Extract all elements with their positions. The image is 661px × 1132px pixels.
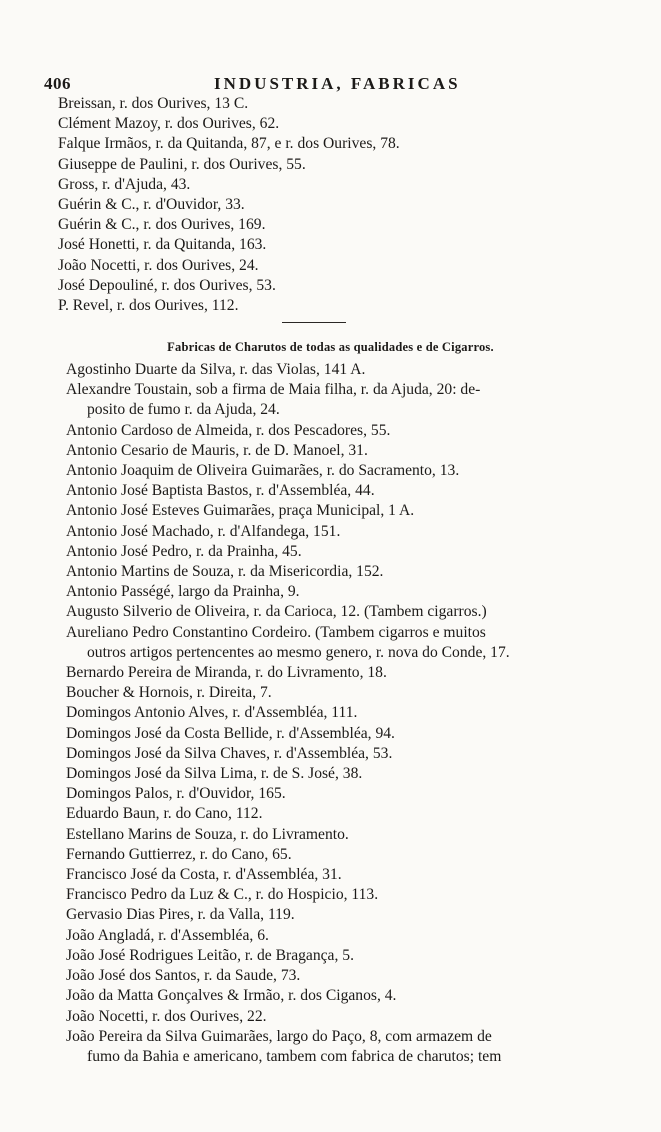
list-entry: Antonio Martins de Souza, r. da Misericordia, 152. [66,563,384,581]
list-entry: Domingos Antonio Alves, r. d'Assembléa, 111. [66,704,358,722]
page-number: 406 [44,74,71,93]
list-entry: Eduardo Baun, r. do Cano, 112. [66,805,263,823]
list-entry: Bernardo Pereira de Miranda, r. do Livramento, 18. [66,664,387,682]
list-entry: Gross, r. d'Ajuda, 43. [58,175,191,193]
list-entry: João Nocetti, r. dos Ourives, 22. [66,1007,267,1025]
list-entry-continuation: outros artigos pertencentes ao mesmo genero, r. nova do Conde, 17. [87,643,510,661]
page-header [44,74,624,96]
list-entry: Antonio José Baptista Bastos, r. d'Assembléa, 44. [66,482,375,500]
list-entry: Fernando Guttierrez, r. do Cano, 65. [66,845,292,863]
section-divider [282,322,346,323]
list-entry: Gervasio Dias Pires, r. da Valla, 119. [66,906,295,924]
list-entry: José Honetti, r. da Quitanda, 163. [58,236,267,254]
list-entry: João José Rodrigues Leitão, r. de Bragança, 5. [66,946,354,964]
jewelers-list [0,94,661,316]
cigar-factories-list [0,360,661,1067]
list-entry: Guérin & C., r. d'Ouvidor, 33. [58,196,245,214]
list-entry: Domingos José da Costa Bellide, r. d'Assembléa, 94. [66,724,395,742]
list-entry: Antonio Joaquim de Oliveira Guimarães, r. do Sacramento, 13. [66,462,460,480]
list-entry: Antonio José Esteves Guimarães, praça Municipal, 1 A. [66,502,415,520]
list-entry: Estellano Marins de Souza, r. do Livramento. [66,825,349,843]
list-entry: Antonio José Machado, r. d'Alfandega, 151. [66,522,341,540]
list-entry: Alexandre Toustain, sob a firma de Maia filha, r. da Ajuda, 20: de- [66,381,481,399]
list-entry: Antonio Cesario de Mauris, r. de D. Manoel, 31. [66,441,368,459]
list-entry-continuation: posito de fumo r. da Ajuda, 24. [87,401,280,419]
list-entry: Francisco José da Costa, r. d'Assembléa, 31. [66,866,342,884]
list-entry: João Pereira da Silva Guimarães, largo do Paço, 8, com armazem de [66,1027,492,1045]
list-entry: P. Revel, r. dos Ourives, 112. [58,297,239,315]
list-entry: Domingos Palos, r. d'Ouvidor, 165. [66,785,286,803]
list-entry: Breissan, r. dos Ourives, 13 C. [58,95,249,112]
list-entry-continuation: fumo da Bahia e americano, tambem com fabrica de charutos; tem [87,1047,502,1065]
list-entry: Boucher & Hornois, r. Direita, 7. [66,684,272,702]
list-entry: Domingos José da Silva Lima, r. de S. José, 38. [66,765,363,783]
running-title: INDUSTRIA, FABRICAS [214,74,461,93]
list-entry: João José dos Santos, r. da Saude, 73. [66,967,301,985]
list-entry: Francisco Pedro da Luz & C., r. do Hospicio, 113. [66,886,379,904]
list-entry: João da Matta Gonçalves & Irmão, r. dos Ciganos, 4. [66,987,397,1005]
list-entry: Augusto Silverio de Oliveira, r. da Carioca, 12. (Tambem cigarros.) [66,603,487,621]
list-entry: Guérin & C., r. dos Ourives, 169. [58,216,266,234]
list-entry: Antonio José Pedro, r. da Prainha, 45. [66,542,302,560]
section-title: Fabricas de Charutos de todas as qualidades e de Cigarros. [167,340,494,354]
list-entry: Antonio Passégé, largo da Prainha, 9. [66,583,300,601]
list-entry: Aureliano Pedro Constantino Cordeiro. (Tambem cigarros e muitos [66,623,486,641]
list-entry: Falque Irmãos, r. da Quitanda, 87, e r. dos Ourives, 78. [58,135,400,153]
list-entry: Antonio Cardoso de Almeida, r. dos Pescadores, 55. [66,421,391,439]
list-entry: Giuseppe de Paulini, r. dos Ourives, 55. [58,155,306,173]
list-entry: José Depouliné, r. dos Ourives, 53. [58,276,276,294]
list-entry: Domingos José da Silva Chaves, r. d'Assembléa, 53. [66,744,393,762]
list-entry: João Nocetti, r. dos Ourives, 24. [58,256,259,274]
list-entry: João Angladá, r. d'Assembléa, 6. [66,926,269,944]
list-entry: Clément Mazoy, r. dos Ourives, 62. [58,115,280,133]
list-entry: Agostinho Duarte da Silva, r. das Violas, 141 A. [66,361,366,378]
